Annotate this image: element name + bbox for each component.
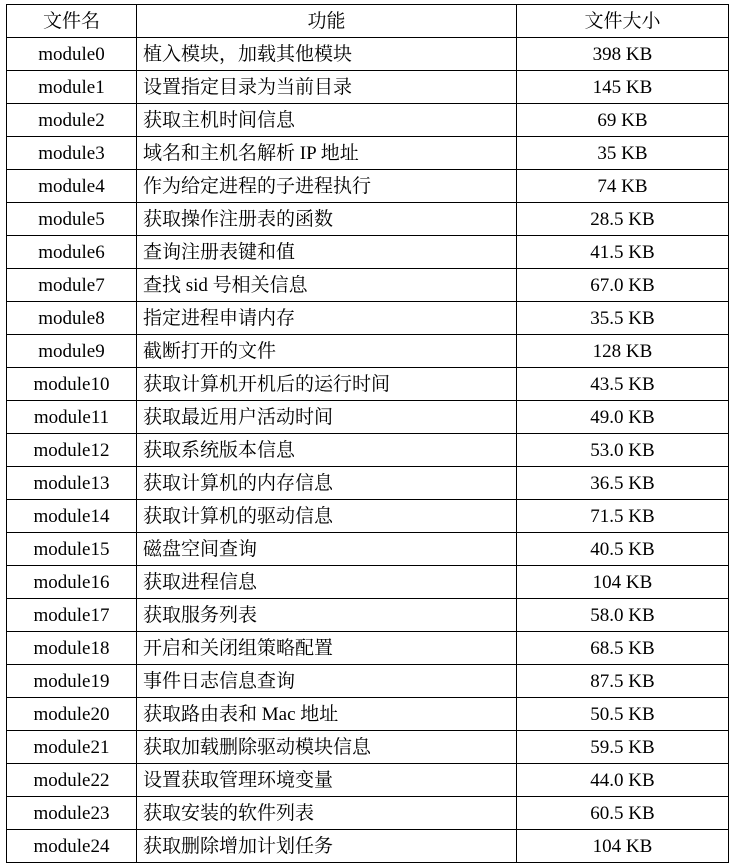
- cell-filesize: 87.5 KB: [517, 665, 729, 698]
- table-row: [7, 368, 729, 401]
- cell-function: 获取进程信息: [137, 566, 517, 599]
- table-row: [7, 434, 729, 467]
- cell-filename: module13: [7, 467, 137, 500]
- cell-function: 指定进程申请内存: [137, 302, 517, 335]
- cell-function: 域名和主机名解析 IP 地址: [137, 137, 517, 170]
- cell-filename: module18: [7, 632, 137, 665]
- cell-filename: module0: [7, 38, 137, 71]
- cell-filename: module21: [7, 731, 137, 764]
- cell-filename: module3: [7, 137, 137, 170]
- cell-function: 作为给定进程的子进程执行: [137, 170, 517, 203]
- module-table: [6, 4, 729, 863]
- cell-filesize: 53.0 KB: [517, 434, 729, 467]
- cell-function: 获取操作注册表的函数: [137, 203, 517, 236]
- cell-filename: module15: [7, 533, 137, 566]
- cell-filesize: 50.5 KB: [517, 698, 729, 731]
- table-row: [7, 137, 729, 170]
- cell-function: 获取删除增加计划任务: [137, 830, 517, 863]
- cell-function: 获取安装的软件列表: [137, 797, 517, 830]
- table-row: [7, 632, 729, 665]
- table-row: [7, 467, 729, 500]
- cell-filename: module7: [7, 269, 137, 302]
- cell-filesize: 74 KB: [517, 170, 729, 203]
- cell-filesize: 44.0 KB: [517, 764, 729, 797]
- table-header-row: [7, 5, 729, 38]
- table-row: [7, 203, 729, 236]
- cell-filesize: 49.0 KB: [517, 401, 729, 434]
- cell-function: 查找 sid 号相关信息: [137, 269, 517, 302]
- table-row: [7, 170, 729, 203]
- cell-filename: module20: [7, 698, 137, 731]
- table-row: [7, 566, 729, 599]
- cell-function: 磁盘空间查询: [137, 533, 517, 566]
- table-row: [7, 764, 729, 797]
- table-row: [7, 533, 729, 566]
- table-row: [7, 269, 729, 302]
- cell-filesize: 28.5 KB: [517, 203, 729, 236]
- cell-function: 开启和关闭组策略配置: [137, 632, 517, 665]
- table-header: [7, 5, 729, 38]
- cell-function: 查询注册表键和值: [137, 236, 517, 269]
- table-row: [7, 38, 729, 71]
- cell-function: 获取主机时间信息: [137, 104, 517, 137]
- cell-function: 获取加载删除驱动模块信息: [137, 731, 517, 764]
- cell-function: 获取计算机的驱动信息: [137, 500, 517, 533]
- cell-filesize: 398 KB: [517, 38, 729, 71]
- cell-filesize: 128 KB: [517, 335, 729, 368]
- table-row: [7, 302, 729, 335]
- cell-filesize: 145 KB: [517, 71, 729, 104]
- table-row: [7, 599, 729, 632]
- cell-function: 设置获取管理环境变量: [137, 764, 517, 797]
- cell-filename: module9: [7, 335, 137, 368]
- cell-filesize: 58.0 KB: [517, 599, 729, 632]
- table-row: [7, 698, 729, 731]
- cell-filesize: 67.0 KB: [517, 269, 729, 302]
- cell-function: 截断打开的文件: [137, 335, 517, 368]
- cell-filesize: 104 KB: [517, 830, 729, 863]
- column-header-filename: 文件名: [7, 5, 137, 38]
- cell-function: 事件日志信息查询: [137, 665, 517, 698]
- cell-function: 获取最近用户活动时间: [137, 401, 517, 434]
- cell-function: 获取系统版本信息: [137, 434, 517, 467]
- cell-function: 获取计算机的内存信息: [137, 467, 517, 500]
- cell-function: 获取计算机开机后的运行时间: [137, 368, 517, 401]
- cell-filesize: 36.5 KB: [517, 467, 729, 500]
- cell-filename: module2: [7, 104, 137, 137]
- cell-filename: module23: [7, 797, 137, 830]
- cell-filename: module4: [7, 170, 137, 203]
- table-row: [7, 731, 729, 764]
- table-row: [7, 335, 729, 368]
- cell-filename: module6: [7, 236, 137, 269]
- cell-filesize: 69 KB: [517, 104, 729, 137]
- cell-function: 设置指定目录为当前目录: [137, 71, 517, 104]
- cell-function: 植入模块，加载其他模块: [137, 38, 517, 71]
- table-row: [7, 797, 729, 830]
- table-row: [7, 665, 729, 698]
- cell-function: 获取路由表和 Mac 地址: [137, 698, 517, 731]
- cell-filename: module11: [7, 401, 137, 434]
- table-row: [7, 401, 729, 434]
- cell-filename: module14: [7, 500, 137, 533]
- cell-filesize: 40.5 KB: [517, 533, 729, 566]
- table-row: [7, 236, 729, 269]
- cell-filename: module12: [7, 434, 137, 467]
- table-row: [7, 500, 729, 533]
- cell-filesize: 71.5 KB: [517, 500, 729, 533]
- cell-filesize: 41.5 KB: [517, 236, 729, 269]
- cell-filename: module16: [7, 566, 137, 599]
- table-row: [7, 104, 729, 137]
- cell-filename: module8: [7, 302, 137, 335]
- cell-filesize: 60.5 KB: [517, 797, 729, 830]
- cell-filesize: 35.5 KB: [517, 302, 729, 335]
- cell-filename: module24: [7, 830, 137, 863]
- cell-filename: module1: [7, 71, 137, 104]
- cell-filesize: 68.5 KB: [517, 632, 729, 665]
- table-row: [7, 830, 729, 863]
- cell-filesize: 35 KB: [517, 137, 729, 170]
- cell-filename: module10: [7, 368, 137, 401]
- cell-filename: module17: [7, 599, 137, 632]
- cell-filename: module22: [7, 764, 137, 797]
- cell-filesize: 43.5 KB: [517, 368, 729, 401]
- cell-filesize: 104 KB: [517, 566, 729, 599]
- column-header-filesize: 文件大小: [517, 5, 729, 38]
- cell-filename: module5: [7, 203, 137, 236]
- column-header-function: 功能: [137, 5, 517, 38]
- table-body: [7, 38, 729, 863]
- cell-filename: module19: [7, 665, 137, 698]
- cell-filesize: 59.5 KB: [517, 731, 729, 764]
- cell-function: 获取服务列表: [137, 599, 517, 632]
- table-row: [7, 71, 729, 104]
